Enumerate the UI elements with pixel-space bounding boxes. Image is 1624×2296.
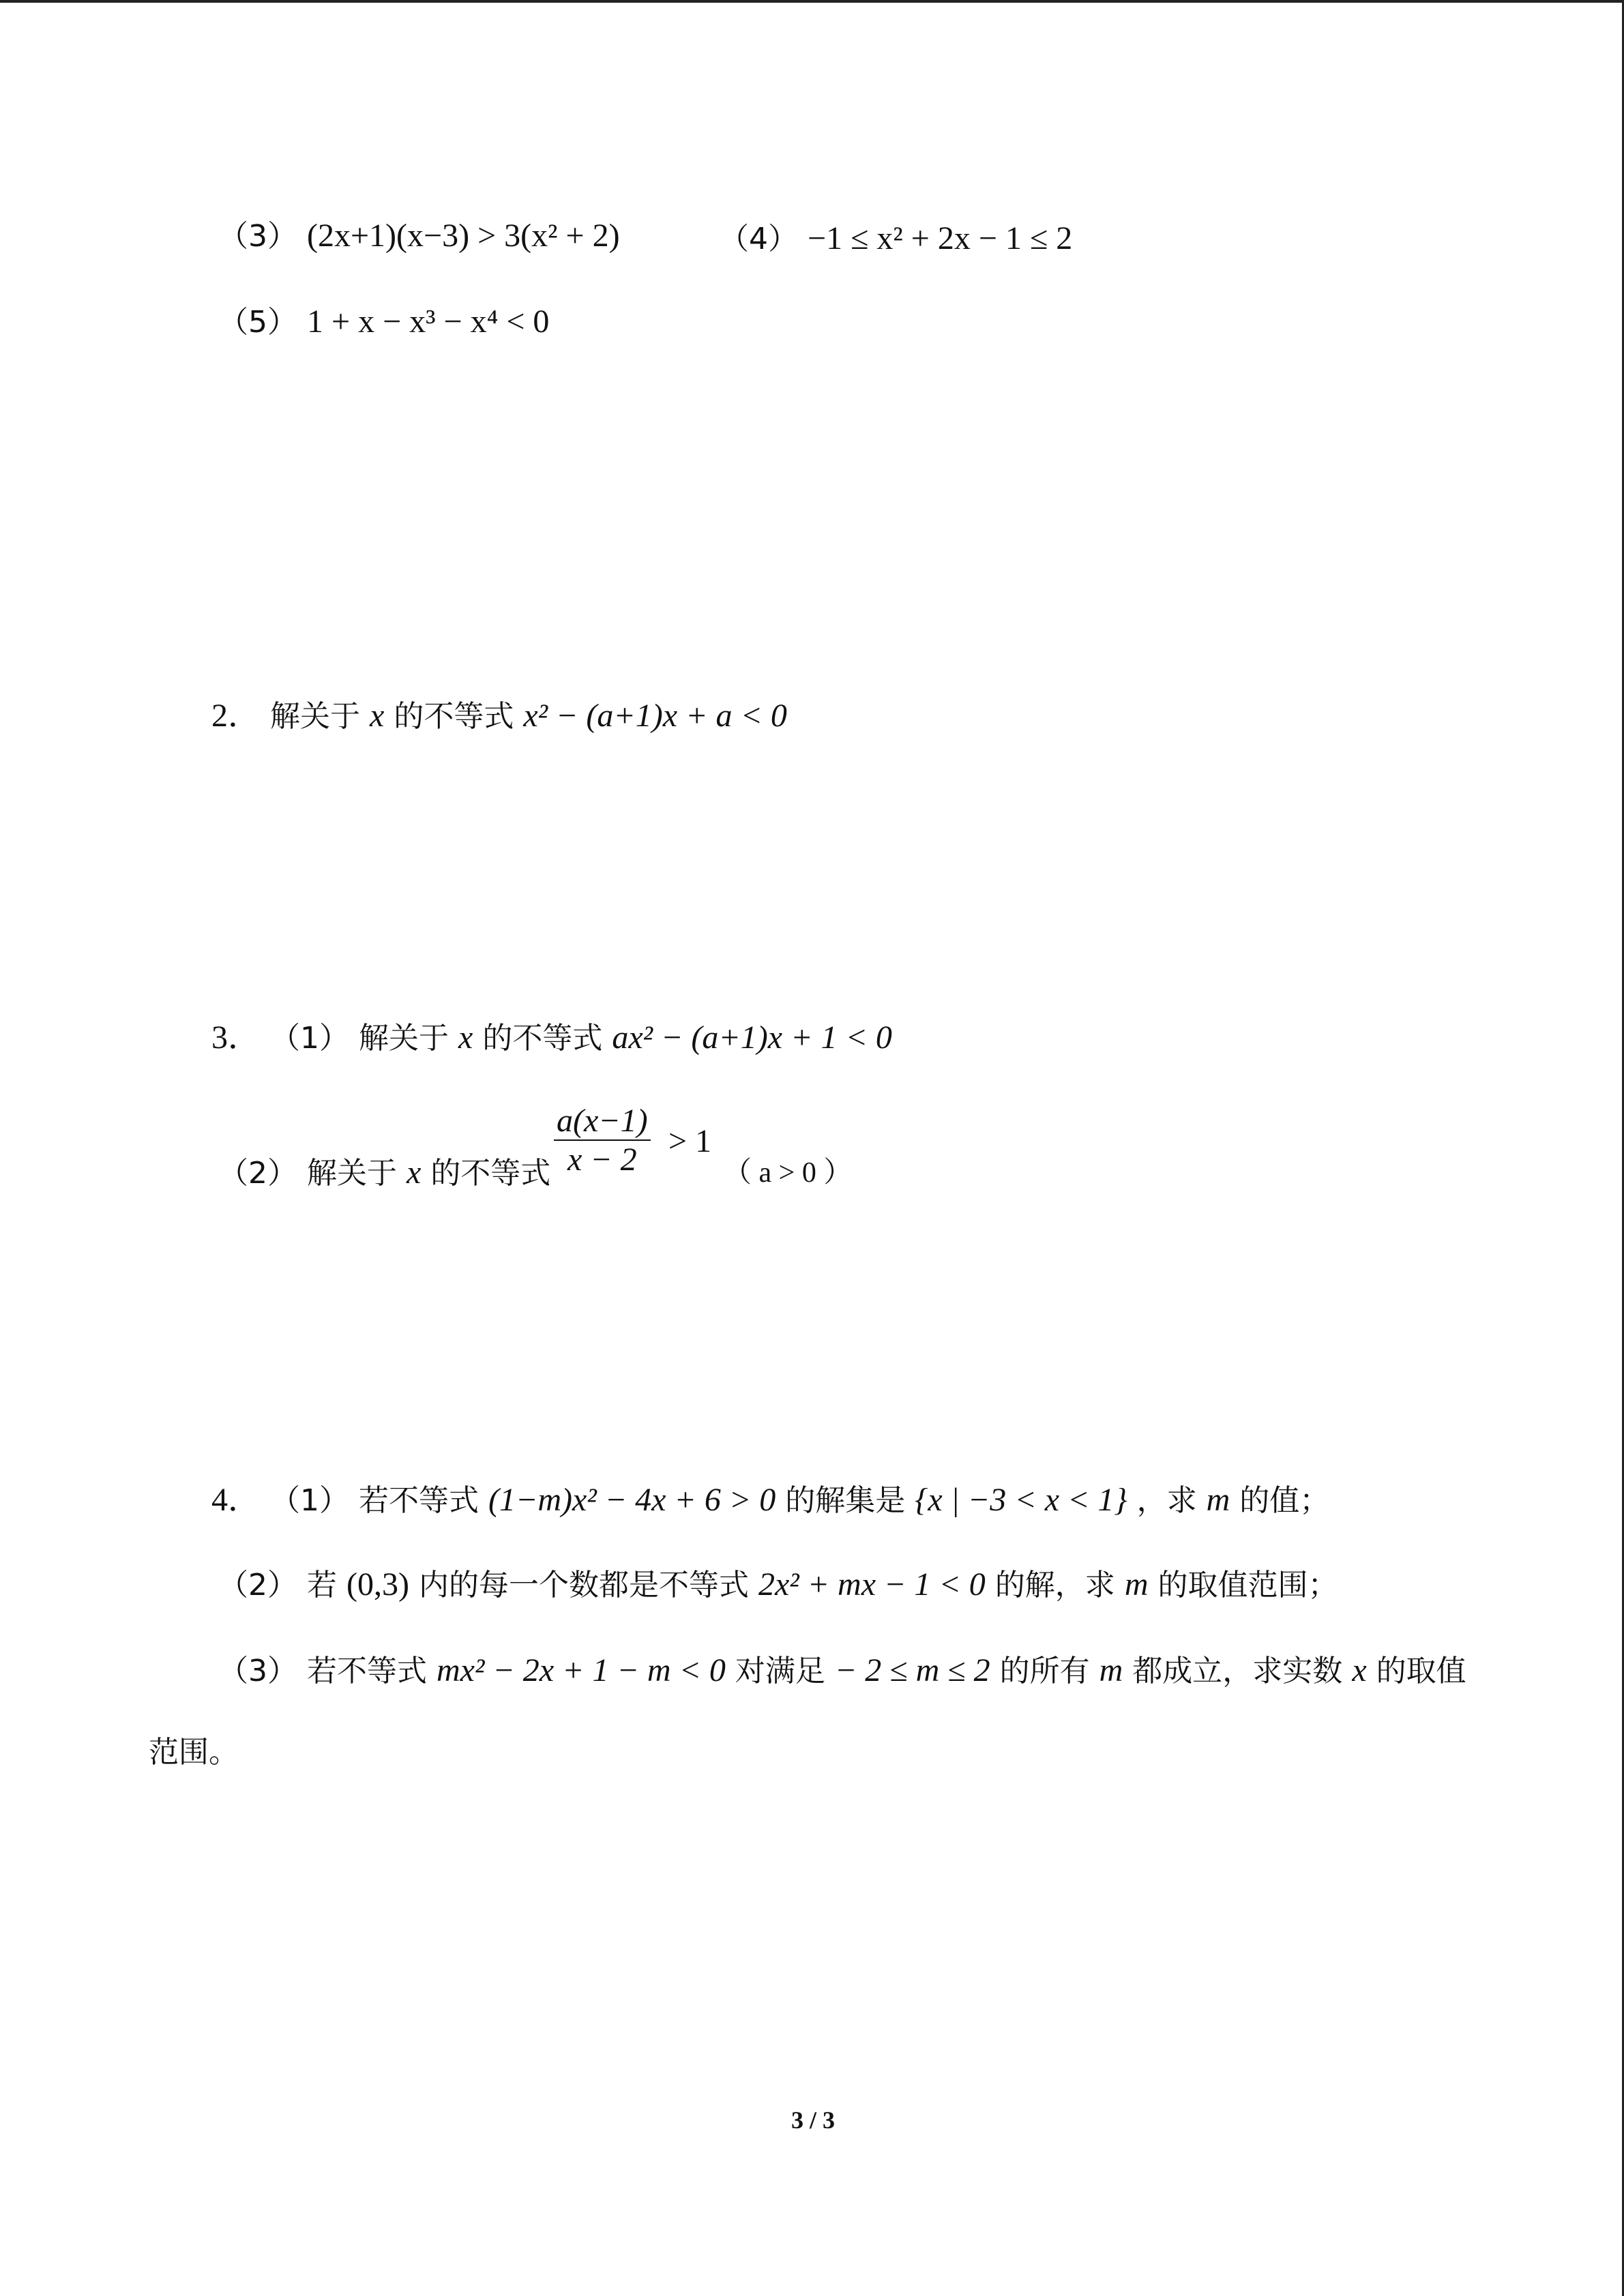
- item-label: （4）: [719, 222, 798, 256]
- item-label: （1）: [270, 1021, 350, 1056]
- math-expression: −1 ≤ x² + 2x − 1 ≤ 2: [808, 220, 1073, 256]
- variable: x: [370, 698, 385, 734]
- problem2: [211, 697, 787, 736]
- math-expression: x² − (a+1)x + a < 0: [523, 698, 787, 734]
- problem-text: 的所有: [999, 1654, 1090, 1688]
- problem-text: 若不等式: [307, 1654, 427, 1688]
- interval: (0,3): [346, 1566, 409, 1602]
- problem-text: 解关于: [307, 1156, 397, 1191]
- problem-text: 内的每一个数都是不等式: [418, 1568, 749, 1602]
- problem-number: 4．: [211, 1482, 261, 1518]
- item-label: （1）: [270, 1483, 350, 1518]
- variable: x: [458, 1019, 473, 1056]
- item-label: （2）: [218, 1568, 297, 1602]
- problem-text: 的不等式: [394, 699, 514, 734]
- item-label: （2）: [218, 1156, 297, 1191]
- solution-set: {x | −3 < x < 1}: [915, 1482, 1127, 1518]
- item-label: （3）: [218, 1654, 297, 1688]
- problem-text: 的取值: [1376, 1654, 1466, 1688]
- math-expression: (2x+1)(x−3) > 3(x² + 2): [307, 218, 620, 254]
- math-expression: 2x² + mx − 1 < 0: [758, 1566, 986, 1602]
- variable: m: [1099, 1652, 1123, 1688]
- problem-text: 的值；: [1239, 1483, 1330, 1518]
- problem-text: 的取值范围；: [1157, 1568, 1338, 1602]
- problem-text: 解关于: [359, 1021, 449, 1056]
- problem4-part3-continuation: 范围。: [149, 1735, 239, 1770]
- condition: − 2 ≤ m ≤ 2: [834, 1652, 990, 1688]
- problem-text: 的不等式: [430, 1156, 551, 1191]
- variable: m: [1124, 1566, 1149, 1602]
- problem1-item4: [719, 220, 1072, 258]
- problem-text: 若: [307, 1568, 337, 1602]
- problem-text: 都成立，求实数: [1132, 1654, 1343, 1688]
- fraction-numerator: a(x−1): [554, 1102, 651, 1141]
- math-expression: mx² − 2x + 1 − m < 0: [437, 1652, 726, 1688]
- problem-text: 的不等式: [482, 1021, 603, 1056]
- condition: （ a > 0 ）: [723, 1157, 853, 1189]
- math-expression: ax² − (a+1)x + 1 < 0: [612, 1019, 892, 1056]
- variable: x: [407, 1154, 422, 1191]
- math-expression: (1−m)x² − 4x + 6 > 0: [488, 1482, 776, 1518]
- item-label: （3）: [218, 219, 297, 254]
- problem-text: ，求: [1136, 1483, 1197, 1518]
- problem4-part3: [218, 1652, 1466, 1690]
- fraction: [554, 1102, 651, 1178]
- fraction-denominator: x − 2: [567, 1142, 637, 1178]
- problem-number: 3．: [211, 1019, 261, 1056]
- fraction-rhs: > 1: [668, 1123, 712, 1159]
- problem-text: 对满足: [735, 1654, 825, 1688]
- variable: x: [1352, 1652, 1367, 1688]
- problem-text: 若不等式: [359, 1483, 479, 1518]
- variable: m: [1206, 1482, 1230, 1518]
- page-number: 3 / 3: [791, 2106, 836, 2134]
- math-expression: 1 + x − x³ − x⁴ < 0: [307, 303, 550, 340]
- item-label: （5）: [218, 305, 297, 340]
- problem-number: 2．: [211, 698, 261, 734]
- problem1-item5: [218, 303, 549, 342]
- problem3-part1: [211, 1019, 892, 1058]
- problem1-item3: [218, 217, 620, 256]
- top-border: [0, 0, 1624, 3]
- problem-text: 的解集是: [785, 1483, 906, 1518]
- problem-text: 解关于: [270, 699, 361, 734]
- problem-text: 的解，求: [994, 1568, 1115, 1602]
- problem4-part1: [211, 1481, 1329, 1520]
- problem3-part2: [218, 1154, 550, 1193]
- problem4-part2: [218, 1566, 1338, 1605]
